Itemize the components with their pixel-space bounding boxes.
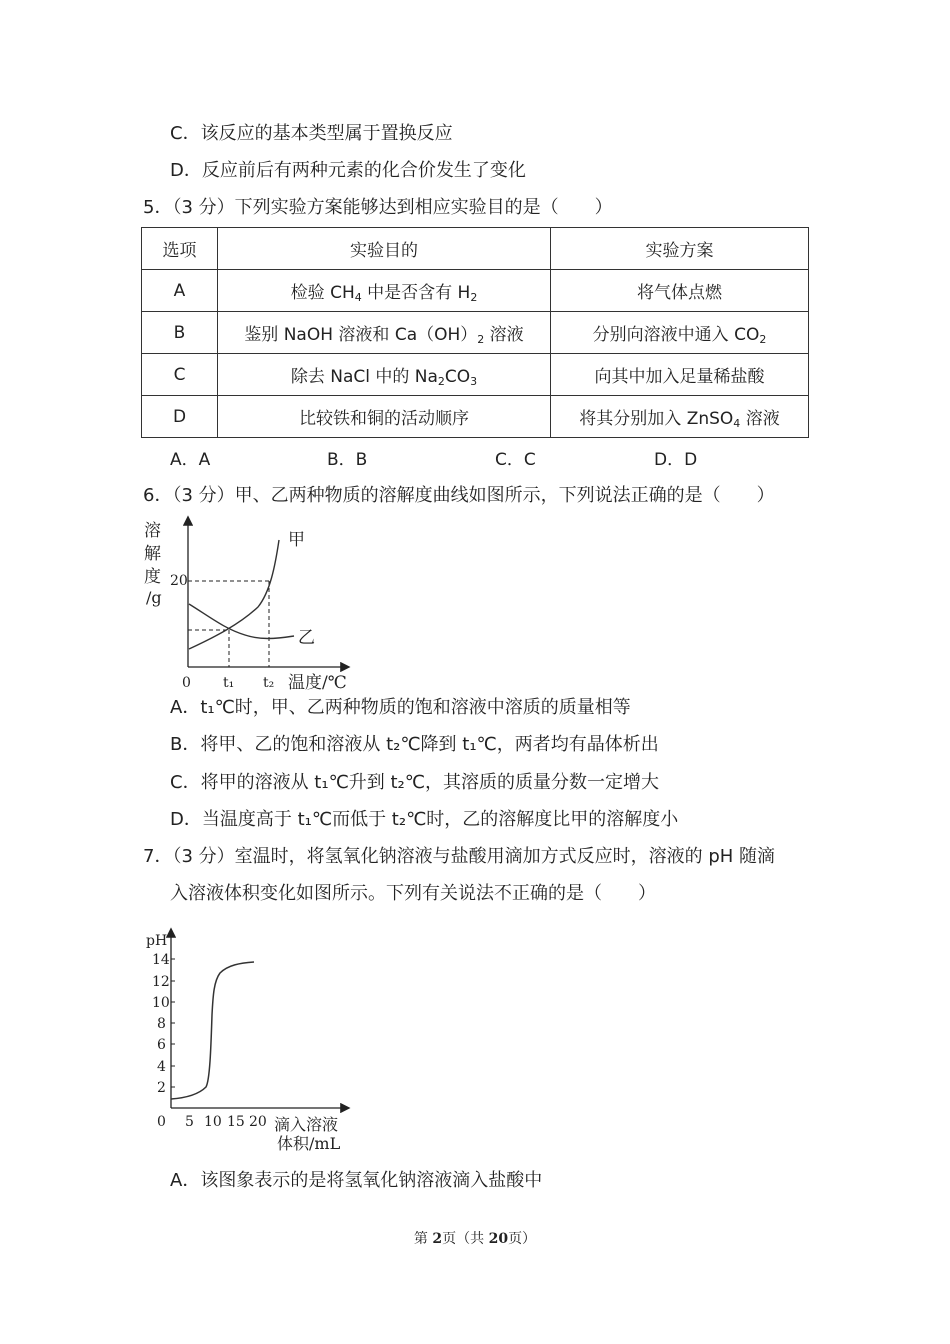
q6-option-d: D．当温度高于 t₁℃而低于 t₂℃时，乙的溶解度比甲的溶解度小 <box>170 809 679 830</box>
q5-choice-a: A．A <box>170 450 211 470</box>
y-label-4: /g <box>146 588 162 607</box>
origin-label: 0 <box>182 675 191 691</box>
x-label-line1: 滴入溶液 <box>274 1115 339 1134</box>
x-tick-5: 5 <box>185 1114 194 1130</box>
q6-option-b: B．将甲、乙的饱和溶液从 t₂℃降到 t₁℃，两者均有晶体析出 <box>170 734 659 755</box>
row-plan: 将其分别加入 ZnSO$_4$ 溶液 <box>551 396 809 438</box>
curve-yi-label: 乙 <box>298 628 315 648</box>
ph-curve <box>171 962 254 1099</box>
y-tick-4: 4 <box>157 1059 166 1075</box>
q7-stem-line2: 入溶液体积变化如图所示。下列有关说法不正确的是（ ） <box>170 883 656 904</box>
table-row <box>142 312 809 354</box>
y-label-3: 度 <box>144 567 161 587</box>
q5-table <box>141 227 809 438</box>
total-pages: 20 <box>488 1231 509 1247</box>
table-row <box>142 396 809 438</box>
y-label-1: 溶 <box>144 521 161 541</box>
y-tick-12: 12 <box>152 974 170 990</box>
x-tick-0: 0 <box>157 1114 166 1130</box>
q5-choice-c: C．C <box>495 450 536 470</box>
curve-jia <box>189 540 279 649</box>
t2-label: t₂ <box>263 675 275 691</box>
x-label-line2: 体积/mL <box>277 1134 341 1153</box>
row-purpose: 鉴别 NaOH 溶液和 $Ca(OH)_2$ 溶液 <box>218 312 551 354</box>
y-axis-label: pH <box>146 933 168 949</box>
curve-jia-label: 甲 <box>288 530 305 550</box>
table-row <box>142 354 809 396</box>
q6-option-a: A．t₁℃时，甲、乙两种物质的饱和溶液中溶质的质量相等 <box>170 697 631 718</box>
q5-choice-b: B．B <box>327 450 368 470</box>
y-tick-14: 14 <box>152 952 170 968</box>
y-tick-10: 10 <box>152 995 170 1011</box>
row-plan: 分别向溶液中通入 $CO_2$ <box>551 312 809 354</box>
row-plan: 向其中加入足量稀盐酸 <box>551 354 809 396</box>
row-plan: 将气体点燃 <box>551 270 809 312</box>
x-tick-15: 15 <box>227 1114 245 1130</box>
header-option: 选项 <box>142 228 218 270</box>
y-label-2: 解 <box>144 544 161 564</box>
y-tick-6: 6 <box>157 1037 166 1053</box>
y-tick-8: 8 <box>157 1016 166 1032</box>
q6-option-c: C．将甲的溶液从 t₁℃升到 t₂℃，其溶质的质量分数一定增大 <box>170 772 659 793</box>
q7-stem-line1: 7．（3 分）室温时，将氢氧化钠溶液与盐酸用滴加方式反应时，溶液的 pH 随滴 <box>143 846 776 867</box>
table-header-row <box>142 228 809 270</box>
table-row <box>142 270 809 312</box>
y-tick-2: 2 <box>157 1080 166 1096</box>
row-option: A <box>142 270 218 312</box>
q6-stem: 6．（3 分）甲、乙两种物质的溶解度曲线如图所示，下列说法正确的是（ ） <box>143 485 775 506</box>
q4-option-d: D．反应前后有两种元素的化合价发生了变化 <box>170 160 526 181</box>
row-purpose: 检验 $CH_4$ 中是否含有 $H_2$ <box>218 270 551 312</box>
ph-graph <box>140 925 360 1157</box>
row-purpose: 比较铁和铜的活动顺序 <box>218 396 551 438</box>
header-purpose: 实验目的 <box>218 228 551 270</box>
row-purpose: 除去 NaCl 中的 $Na_2CO_3$ <box>218 354 551 396</box>
solubility-graph <box>140 512 360 696</box>
q5-stem: 5．（3 分）下列实验方案能够达到相应实验目的是（ ） <box>143 197 613 218</box>
y-tick-20: 20 <box>170 573 188 589</box>
row-option: B <box>142 312 218 354</box>
x-tick-20: 20 <box>249 1114 267 1130</box>
row-option: D <box>142 396 218 438</box>
x-tick-10: 10 <box>204 1114 222 1130</box>
q7-option-a: A．该图象表示的是将氢氧化钠溶液滴入盐酸中 <box>170 1170 543 1191</box>
t1-label: t₁ <box>223 675 235 691</box>
row-option: C <box>142 354 218 396</box>
q5-choice-d: D．D <box>654 450 698 470</box>
curve-yi <box>189 604 294 639</box>
header-plan: 实验方案 <box>551 228 809 270</box>
x-axis-label: 温度/℃ <box>288 673 347 693</box>
q4-option-c: C．该反应的基本类型属于置换反应 <box>170 123 453 144</box>
page-number: 2 <box>432 1231 443 1247</box>
x-ticks <box>157 1114 267 1130</box>
page-footer: 第 2页（共 20页） <box>413 1231 537 1247</box>
